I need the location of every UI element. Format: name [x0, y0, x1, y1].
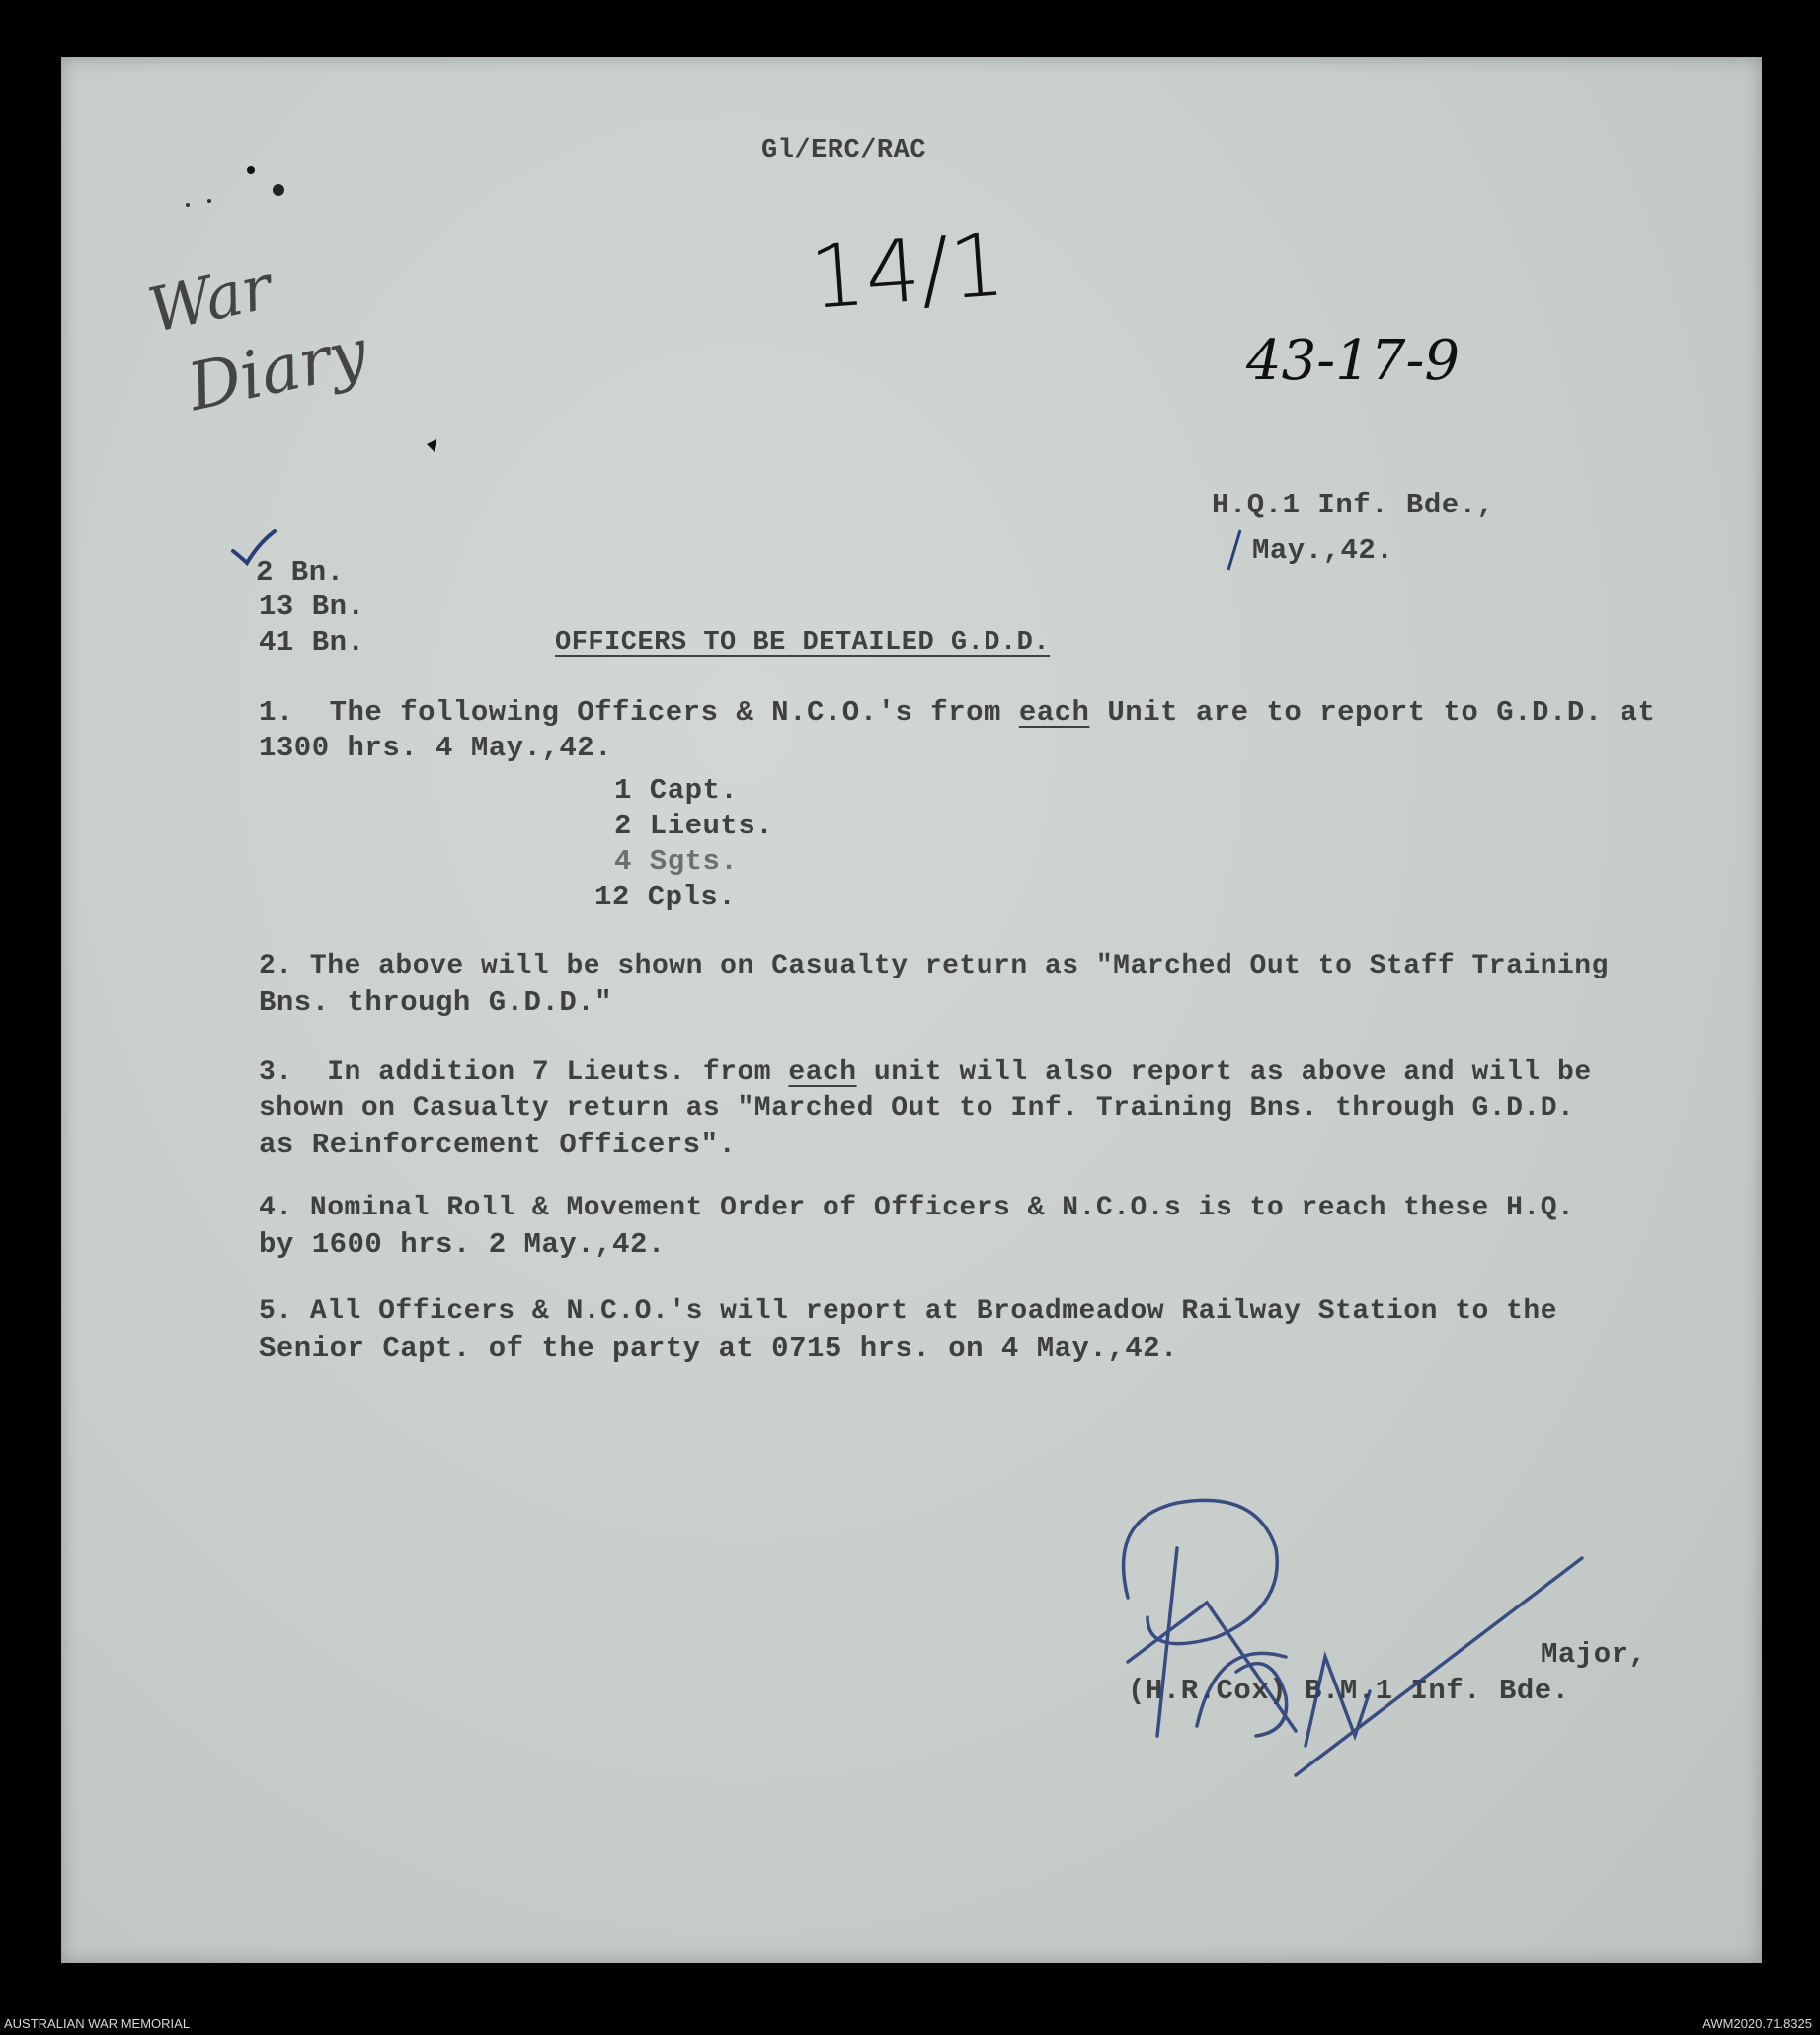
- paragraph-3-text-a: 3. In addition 7 Lieuts. from: [259, 1057, 789, 1088]
- signature-rank: Major,: [1541, 1638, 1647, 1671]
- sender-date-row: [1225, 528, 1393, 572]
- paragraph-3-line-2: shown on Casualty return as "Marched Out to Inf. Training Bns. through G.D.D.: [259, 1093, 1575, 1124]
- file-number: 43-17-9: [1246, 329, 1460, 393]
- paragraph-5-line-1: 5. All Officers & N.C.O.'s will report at Broadmeadow Railway Station to the: [259, 1296, 1558, 1327]
- paragraph-1-line-2: 1300 hrs. 4 May.,42.: [259, 732, 613, 764]
- handwritten-signature: [1088, 1489, 1641, 1825]
- footer-right: AWM2020.71.8325: [1702, 2016, 1812, 2031]
- war-diary-annotation-line2: Diary: [181, 313, 374, 427]
- folio-number: 14/1: [806, 213, 1008, 329]
- paragraph-1-text-a: 1. The following Officers & N.C.O.'s from: [259, 696, 1019, 729]
- paragraph-1-emphasis: each: [1018, 696, 1090, 729]
- paragraph-4-line-2: by 1600 hrs. 2 May.,42.: [259, 1228, 666, 1261]
- paragraph-3-emphasis: each: [788, 1057, 857, 1088]
- paragraph-1-line-1: [259, 696, 1655, 729]
- paragraph-3-line-1: [259, 1057, 1592, 1088]
- date-stroke-mark: [1225, 528, 1244, 572]
- quota-sgts: 4 Sgts.: [614, 845, 739, 878]
- file-reference: Gl/ERC/RAC: [761, 136, 927, 166]
- addressee-13bn: 13 Bn.: [259, 590, 365, 623]
- signature-name: (H.R.Cox) B.M.1 Inf. Bde.: [1128, 1675, 1570, 1707]
- paragraph-5-line-2: Senior Capt. of the party at 0715 hrs. on 4 May.,42.: [259, 1332, 1178, 1365]
- document-page: [61, 57, 1762, 1963]
- paragraph-2-line-1: 2. The above will be shown on Casualty return as "Marched Out to Staff Training: [259, 951, 1609, 981]
- quota-cpls: 12 Cpls.: [594, 881, 737, 913]
- sender-date: May.,42.: [1252, 533, 1394, 567]
- punch-marks: [140, 136, 436, 472]
- sender-unit: H.Q.1 Inf. Bde.,: [1212, 489, 1495, 521]
- addressee-41bn: 41 Bn.: [259, 626, 365, 659]
- paragraph-2-line-2: Bns. through G.D.D.": [259, 986, 613, 1019]
- addressee-2bn: 2 Bn.: [256, 556, 345, 588]
- paragraph-3-line-3: as Reinforcement Officers".: [259, 1129, 737, 1161]
- footer-left: AUSTRALIAN WAR MEMORIAL: [4, 2016, 191, 2031]
- quota-capt: 1 Capt.: [614, 774, 739, 807]
- quota-lieuts: 2 Lieuts.: [614, 810, 774, 842]
- paragraph-1-text-b: Unit are to report to G.D.D. at: [1089, 696, 1656, 729]
- paragraph-4-line-1: 4. Nominal Roll & Movement Order of Officers & N.C.O.s is to reach these H.Q.: [259, 1193, 1575, 1223]
- subject-heading: OFFICERS TO BE DETAILED G.D.D.: [555, 628, 1051, 658]
- paragraph-3-text-b: unit will also report as above and will be: [856, 1057, 1592, 1088]
- war-diary-annotation-line1: War: [141, 250, 278, 348]
